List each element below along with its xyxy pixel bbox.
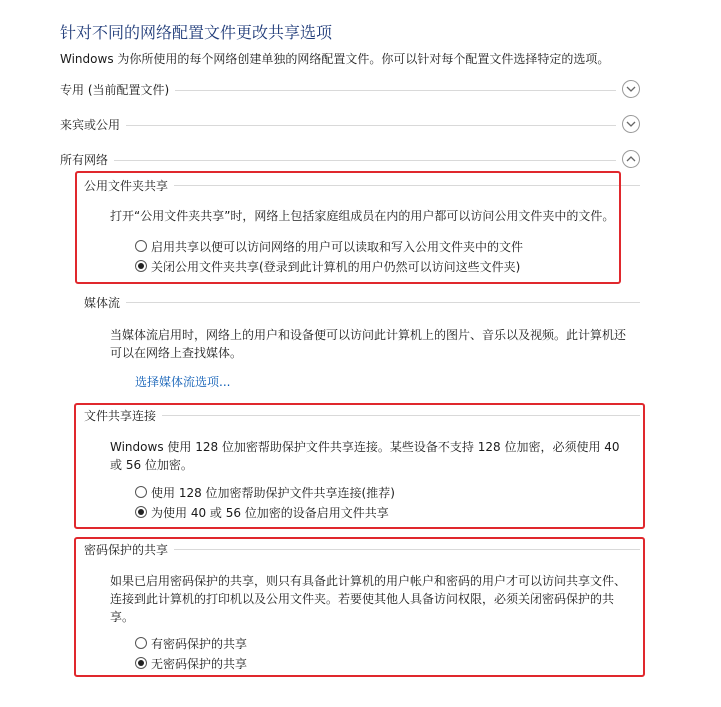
profile-guest-label: 来宾或公用	[60, 116, 126, 133]
radio-label: 为使用 40 或 56 位加密的设备启用文件共享	[151, 506, 389, 520]
section-public-folder-heading	[84, 177, 640, 193]
radio-label: 关闭公用文件夹共享(登录到此计算机的用户仍然可以访问这些文件夹)	[151, 260, 521, 274]
profile-guest-public[interactable]	[60, 115, 640, 135]
section-heading: 媒体流	[84, 294, 126, 311]
radio-label: 使用 128 位加密帮助保护文件共享连接(推荐)	[151, 486, 395, 500]
section-heading: 文件共享连接	[84, 407, 162, 424]
password-description: 如果已启用密码保护的共享，则只有具备此计算机的用户帐户和密码的用户才可以访问共享文件、连接到此计算机的打印机以及公用文件夹。若要使其他人具备访问权限，必须关闭密码保护的共享。	[110, 574, 627, 624]
divider	[84, 302, 640, 303]
radio-label: 无密码保护的共享	[151, 657, 248, 671]
profile-all-networks[interactable]	[60, 150, 640, 170]
profile-all-label: 所有网络	[60, 151, 114, 168]
media-description: 当媒体流启用时，网络上的用户和设备便可以访问此计算机上的图片、音乐以及视频。此计算机还可以在网络上查找媒体。	[110, 328, 627, 360]
divider	[60, 125, 616, 126]
section-heading: 密码保护的共享	[84, 541, 174, 558]
file-sharing-description: Windows 使用 128 位加密帮助保护文件共享连接。某些设备不支持 128 位加密，必须使用 40 或 56 位加密。	[110, 440, 620, 472]
section-heading: 公用文件夹共享	[84, 177, 174, 194]
page-description: Windows 为你所使用的每个网络创建单独的网络配置文件。你可以针对每个配置文件选择特定的选项。	[60, 52, 610, 66]
chevron-up-icon[interactable]	[622, 150, 640, 168]
profile-private[interactable]	[60, 80, 640, 100]
radio-button-selected[interactable]	[135, 506, 147, 518]
section-password-heading	[84, 541, 640, 557]
radio-button-selected[interactable]	[135, 260, 147, 272]
radio-button[interactable]	[135, 637, 147, 649]
radio-button[interactable]	[135, 240, 147, 252]
radio-label: 启用共享以便可以访问网络的用户可以读取和写入公用文件夹中的文件	[151, 240, 524, 254]
public-folder-description: 打开“公用文件夹共享”时，网络上包括家庭组成员在内的用户都可以访问公用文件夹中的文件。	[110, 209, 615, 223]
divider	[84, 415, 640, 416]
radio-button-selected[interactable]	[135, 657, 147, 669]
chevron-down-icon[interactable]	[622, 80, 640, 98]
profile-private-label: 专用 (当前配置文件)	[60, 81, 175, 98]
section-media-heading	[84, 294, 640, 310]
divider	[60, 160, 616, 161]
radio-button[interactable]	[135, 486, 147, 498]
chevron-down-icon[interactable]	[622, 115, 640, 133]
media-options-link[interactable]: 选择媒体流选项...	[135, 375, 231, 389]
radio-label: 有密码保护的共享	[151, 637, 248, 651]
section-file-sharing-heading	[84, 407, 640, 423]
page-title: 针对不同的网络配置文件更改共享选项	[60, 23, 333, 42]
